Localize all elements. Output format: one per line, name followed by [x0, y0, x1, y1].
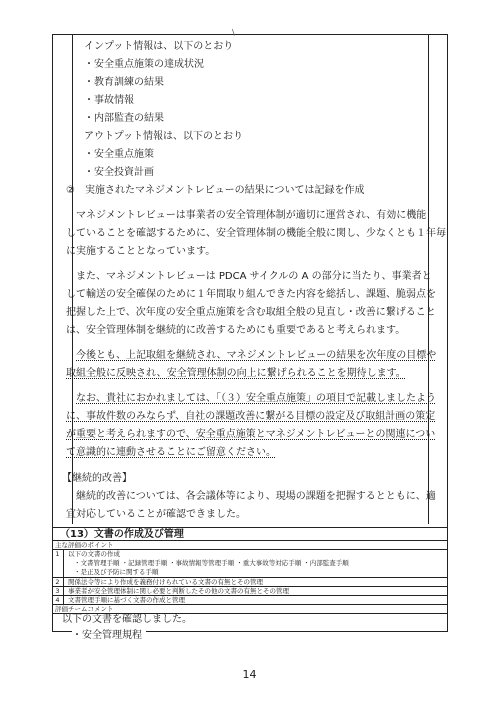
paragraph-line: して輸送の安全確保のために１年間取り組んできた内容を総括し、課題、脆弱点を	[66, 289, 436, 300]
paragraph-line: マネジメントレビューは事業者の安全管理体制が適切に運営され、有効に機能	[76, 210, 427, 221]
point-2-text: ② 実施されたマネジメントレビューの結果については記録を作成	[66, 185, 365, 196]
points-header: 主な評価のポイント	[52, 541, 448, 550]
table-row	[52, 587, 448, 596]
row-number: 2	[52, 578, 64, 586]
paragraph-line: 取組全般に反映され、安全管理体制の向上に繋げられることを期待します。	[66, 368, 406, 379]
paragraph-line: なお、貴社におかれましては、「（３）安全重点施策」の項目で記載しましたよう	[76, 393, 436, 404]
list-item: ・内部監査の結果	[84, 113, 164, 124]
page-number: 14	[242, 668, 257, 681]
comment-line: ・安全管理規程	[72, 629, 146, 642]
paragraph-line: 把握した上で、次年度の安全重点施策を含む取組全般の見直し・改善に繋げること	[66, 307, 436, 318]
table-row	[52, 550, 448, 578]
row-text: 以下の文書の作成	[68, 550, 120, 558]
continuous-improvement-heading: 【継続的改善】	[62, 473, 132, 484]
list-item: ・安全重点施策の達成状況	[84, 59, 204, 70]
row-text: 文書管理手順に基づく文書の作成と管理	[68, 596, 185, 604]
paragraph-line: が重要と考えられますので、安全重点施策とマネジメントレビューとの関連につい	[66, 429, 436, 440]
row-text: ・是正及び予防に関する手順	[74, 568, 159, 576]
row-text: ・文書管理手順 ・記録管理手順 ・事故情報等管理手順 ・重大事故等対応手順 ・内部監査手順	[74, 559, 349, 567]
paragraph-line: 継続的改善については、各会議体等により、現場の課題を把握するとともに、適	[76, 491, 436, 502]
row-text: 事業者が安全管理体制に関し必要と判断したその他の文書の有無とその管理	[68, 587, 289, 595]
output-info-heading: アウトプット情報は、以下のとおり	[84, 131, 243, 142]
row-number: 4	[52, 596, 64, 604]
paragraph-line: 宜対応していることが確認できました。	[66, 509, 246, 520]
list-item: ・安全重点施策	[84, 149, 154, 160]
list-item: ・安全投資計画	[84, 167, 154, 178]
list-item: ・教育訓練の結果	[84, 77, 164, 88]
section-title: （13）文書の作成及び管理	[52, 527, 448, 541]
comment-line: 以下の文書を確認しました。	[62, 614, 192, 625]
paragraph-line: て意識的に連動させることにご留意ください。	[66, 447, 276, 458]
row-number: 3	[52, 587, 64, 595]
paragraph-line: また、マネジメントレビューは PDCA サイクルの A の部分に当たり、事業者と	[76, 271, 432, 282]
comment-header: 評価チームコメント	[52, 605, 448, 614]
paragraph-line: に実施することとなっています。	[66, 246, 216, 257]
row-text: 関係法令等により作成を義務付けられている文書の有無とその管理	[68, 578, 263, 586]
paragraph-line: は、安全管理体制を継続的に改善するためにも重要であると考えられます。	[66, 325, 406, 336]
paragraph-line: 今後とも、上記取組を継続され、マネジメントレビューの結果を次年度の目標や	[76, 350, 437, 361]
paragraph-line: していることを確認するために、安全管理体制の機能全般に関し、少なくとも１年毎	[66, 228, 446, 239]
stray-mark: \	[232, 28, 235, 37]
table-row	[52, 596, 448, 605]
list-item: ・事故情報	[84, 95, 134, 106]
table-row	[52, 578, 448, 587]
input-info-heading: インプット情報は、以下のとおり	[84, 41, 234, 52]
row-number: 1	[52, 550, 64, 577]
paragraph-line: に、事故件数のみならず、自社の課題改善に繋がる目標の設定及び取組計画の策定	[66, 411, 436, 422]
